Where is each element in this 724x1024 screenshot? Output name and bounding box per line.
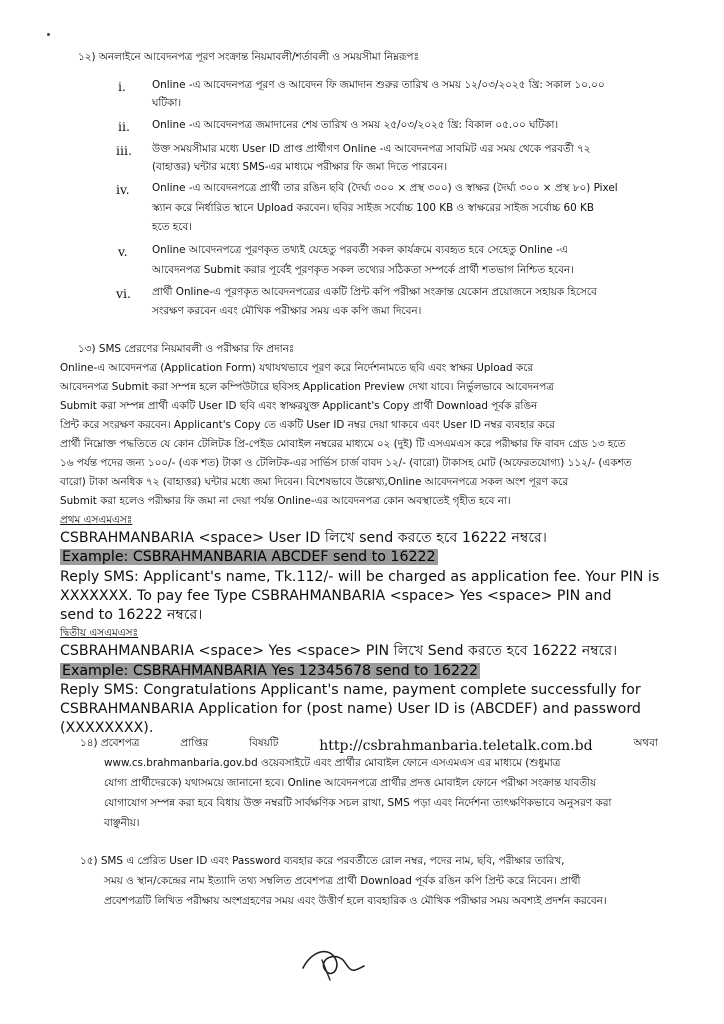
example-2-text: Example: CSBRAHMANBARIA Yes 12345678 send to 16222 xyxy=(62,663,479,679)
s13-para-line6: ১৬ পর্যন্ত পদের জন্য ১০০/- (এক শত) টাকা ও টেলিটক-এর সার্ভিস চার্জ বাবদ ১২/- (বারো) টাকাসহ মোট (অফেরতযোগ্য) ১১২/- (একশত xyxy=(60,457,632,469)
s14-line5: বাঞ্ছনীয়। xyxy=(104,817,140,829)
second-sms-instruction: CSBRAHMANBARIA <space> Yes <space> PIN লিখে Send করতে হবে 16222 নম্বরে। xyxy=(60,643,618,659)
s13-para-line5: প্রার্থী নিম্নোক্ত পদ্ধতিতে যে কোন টেলিটক প্রি-পেইড মোবাইল নম্বরের মাধ্যমে ০২ (দুই) টি এসএমএস করে পরীক্ষার ফি বাবদ গ্রেড ১৩ হতে xyxy=(60,438,626,450)
s13-para-line2: আবেদনপত্র Submit করা সম্পন্ন হলে কম্পিউটারে ছবিসহ Application Preview দেখা যাবে। নির্ভুলভাবে আবেদনপত্র xyxy=(60,381,554,393)
reply-1-line3: send to 16222 নম্বরে। xyxy=(60,607,203,623)
item-i-num: i. xyxy=(118,79,126,94)
example-1-highlight xyxy=(60,549,438,565)
s14-part-2: প্রাপ্তির xyxy=(180,737,209,749)
section-14-first-line xyxy=(80,738,658,754)
item-i-line2: ঘটিকা। xyxy=(152,97,182,109)
first-sms-instruction: CSBRAHMANBARIA <space> User ID লিখে send করতে হবে 16222 নম্বরে। xyxy=(60,530,547,546)
s15-line2: সময় ও স্থান/কেন্দ্রের নাম ইত্যাদি তথ্য সম্বলিত প্রবেশপত্র প্রার্থী Download পূর্বক রঙিন কপি প্রিন্ট করে নিবেন। প্রার্থী xyxy=(104,875,581,887)
item-iii-num: iii. xyxy=(116,143,132,158)
example-2-highlight xyxy=(60,663,480,679)
item-vi-line1: প্রার্থী Online-এ পূরণকৃত আবেদনপত্রের একটি প্রিন্ট কপি পরীক্ষা সংক্রান্ত যেকোন প্রয়োজনে সহায়ক হিসেবে xyxy=(152,286,597,298)
section-13-heading: ১৩) SMS প্রেরণের নিয়মাবলী ও পরীক্ষার ফি প্রদানঃ xyxy=(78,343,295,355)
item-iv-line2: স্ক্যান করে নির্ধারিত স্থানে Upload করবেন। ছবির সাইজ সর্বোচ্চ 100 KB ও স্বাক্ষরের সাইজ সর্বোচ্চ 60 KB xyxy=(152,202,594,214)
s14-part-1: ১৪) প্রবেশপত্র xyxy=(80,737,140,749)
scan-speck xyxy=(47,33,50,36)
first-sms-label: প্রথম এসএমএসঃ xyxy=(60,514,133,526)
s14-line4: যোগাযোগ সম্পন্ন করা হবে বিধায় উক্ত নম্বরটি সার্বক্ষণিক সচল রাখা, SMS পড়া এবং নির্দেশনা তাৎক্ষণিকভাবে অনুসরণ করা xyxy=(104,797,612,809)
item-ii-line1: Online -এ আবেদনপত্র জমাদানের শেষ তারিখ ও সময় ২৫/০৩/২০২৫ খ্রি: বিকাল ০৫.০০ ঘটিকা। xyxy=(152,119,559,131)
item-v-line2: আবেদনপত্র Submit করার পূর্বেই পূরণকৃত সকল তথ্যের সঠিকতা সম্পর্কে প্রার্থী শতভাগ নিশ্চিত হবেন। xyxy=(152,264,574,276)
item-iv-num: iv. xyxy=(116,182,130,197)
second-sms-label: দ্বিতীয় এসএমএসঃ xyxy=(60,627,139,639)
item-vi-num: vi. xyxy=(116,286,132,301)
s13-para-line8: Submit করা হলেও পরীক্ষার ফি জমা না দেয়া পর্যন্ত Online-এর আবেদনপত্র কোন অবস্থাতেই গৃহীত হবে না। xyxy=(60,495,511,507)
s13-para-line1: Online-এ আবেদনপত্র (Application Form) যথাযথভাবে পূরণ করে নির্দেশনামতে ছবি এবং স্বাক্ষর Upload করে xyxy=(60,362,534,374)
reply-2-line3: (XXXXXXXX). xyxy=(60,720,154,736)
item-v-num: v. xyxy=(118,244,128,259)
reply-2-line2: CSBRAHMANBARIA Application for (post name) User ID is (ABCDEF) and password xyxy=(60,701,641,717)
item-iv-line3: হতে হবে। xyxy=(152,221,192,233)
s13-para-line4: প্রিন্ট করে সংরক্ষণ করবেন। Applicant's Copy তে একটি User ID নম্বর দেয়া থাকবে এবং User ID নম্বর ব্যবহার করে xyxy=(60,419,555,431)
item-vi-line2: সংরক্ষণ করবেন এবং মৌখিক পরীক্ষার সময় এক কপি জমা দিবেন। xyxy=(152,305,422,317)
reply-1-line1: Reply SMS: Applicant's name, Tk.112/- will be charged as application fee. Your PIN is xyxy=(60,569,660,585)
reply-2-line1: Reply SMS: Congratulations Applicant's name, payment complete successfully for xyxy=(60,682,641,698)
item-v-line1: Online আবেদনপত্রে পূরণকৃত তথ্যই যেহেতু পরবর্তী সকল কার্যক্রমে ব্যবহৃত হবে সেহেতু Online -এ xyxy=(152,244,568,256)
s14-line3: যোগ্য প্রার্থীদেরকে) যথাসময়ে জানানো হবে। Online আবেদনপত্রে প্রার্থীর প্রদত্ত মোবাইল ফোনে পরীক্ষা সংক্রান্ত যাবতীয় xyxy=(104,777,597,789)
s14-part-3: বিষয়টি xyxy=(249,737,279,749)
s13-para-line3: Submit করা সম্পন্ন প্রার্থী একটি User ID ছবি এবং স্বাক্ষরযুক্ত Applicant's Copy প্রার্থী Download পূর্বক রঙিন xyxy=(60,400,538,412)
s13-para-line7: বারো) টাকা অনধিক ৭২ (বাহাত্তর) ঘন্টার মধ্যে জমা দিবেন। বিশেষভাবে উল্লেখ্য,Online আবেদনপত্রে সকল অংশ পূরণ করে xyxy=(60,476,569,488)
reply-1-line2: XXXXXXX. To pay fee Type CSBRAHMANBARIA <space> Yes <space> PIN and xyxy=(60,588,612,604)
teletalk-url: http://csbrahmanbaria.teletalk.com.bd xyxy=(319,738,593,754)
example-1-text: Example: CSBRAHMANBARIA ABCDEF send to 16222 xyxy=(62,549,436,565)
s15-line3: প্রবেশপত্রটি লিখিত পরীক্ষায় অংশগ্রহণের সময় এবং উত্তীর্ণ হলে ব্যবহারিক ও মৌখিক পরীক্ষার সময় অবশ্যই প্রদর্শন করবেন। xyxy=(104,895,607,907)
s15-line1: ১৫) SMS এ প্রেরিত User ID এবং Password ব্যবহার করে পরবর্তীতে রোল নম্বর, পদের নাম, ছবি, পরীক্ষার তারিখ, xyxy=(80,855,565,867)
section-12-heading: ১২) অনলাইনে আবেদনপত্র পূরণ সংক্রান্ত নিয়মাবলী/শর্তাবলী ও সময়সীমা নিম্নরূপঃ xyxy=(78,51,420,63)
item-iii-line1: উক্ত সময়সীমার মধ্যে User ID প্রাপ্ত প্রার্থীগণ Online -এ আবেদনপত্র সাবমিট এর সময় থেকে পরবর্তী ৭২ xyxy=(152,143,591,155)
s14-part-5: অথবা xyxy=(633,737,658,749)
item-iv-line1: Online -এ আবেদনপত্রে প্রার্থী তার রঙিন ছবি (দৈর্ঘ্য ৩০০ × প্রস্থ ৩০০) ও স্বাক্ষর (দৈর্ঘ্য ৩০০ × প্রস্থ ৮০) Pixel xyxy=(152,182,618,194)
signature-mark xyxy=(300,940,370,988)
item-ii-num: ii. xyxy=(118,119,130,134)
item-iii-line2: (বাহাত্তর) ঘন্টার মধ্যে SMS-এর মাধ্যমে পরীক্ষার ফি জমা দিতে পারবেন। xyxy=(152,161,448,173)
item-i-line1: Online -এ আবেদনপত্র পূরণ ও আবেদন ফি জমাদান শুরুর তারিখ ও সময় ১২/০৩/২০২৫ খ্রি: সকাল ১০.০০ xyxy=(152,79,605,91)
s14-line2: www.cs.brahmanbaria.gov.bd ওয়েবসাইটে এবং প্রার্থীর মোবাইল ফোনে এসএমএস এর মাধ্যমে (শুধুমাত্র xyxy=(104,757,561,769)
